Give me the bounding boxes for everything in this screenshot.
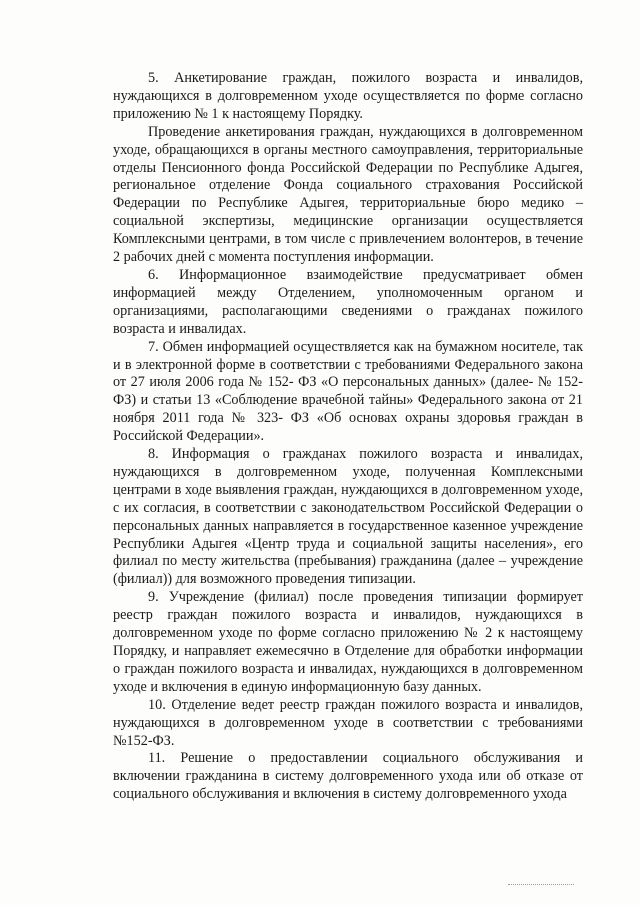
footer-dotted-line — [508, 884, 574, 886]
paragraph-8: 8. Информация о гражданах пожилого возраста и инвалидах, нуждающихся в долговременном уходе, полученная Комплексными центрами в ходе выявления граждан, нуждающихся в долговременном уходе, с их согласия, в соответствии с законодательством Российской Федерации о персональных данных направляется в государственное казенное учреждение Республики Адыгея «Центр труда и социальной защиты населения», его филиал по месту жительства (пребывания) гражданина (далее – учреждение (филиал)) для возможного проведения типизации. — [113, 446, 583, 588]
paragraph-5-continued: Проведение анкетирования граждан, нуждающихся в долговременном уходе, обращающихся в органы местного самоуправления, территориальные отделы Пенсионного фонда Российской Федерации по Республике Адыгея, региональное отделение Фонда социального страхования Российской Федерации по Республике Адыгея, территориальные бюро медико – социальной экспертизы, медицинские организации осуществляется Комплексными центрами, в том числе с привлечением волонтеров, в течение 2 рабочих дней с момента поступления информации. — [113, 123, 583, 266]
paragraph-9: 9. Учреждение (филиал) после проведения типизации формирует реестр граждан пожилого возраста и инвалидов, нуждающихся в долговременном уходе по форме согласно приложению № 2 к настоящему Порядку, и направляет ежемесячно в Отделение для обработки информации о граждан пожилого возраста и инвалидах, нуждающихся в долговременном уходе и включения в единую информационную базу данных. — [113, 589, 583, 695]
paragraph-10: 10. Отделение ведет реестр граждан пожилого возраста и инвалидов, нуждающихся в долговременном уходе в соответствии с требованиями №152-ФЗ. — [113, 696, 583, 749]
paragraph-7: 7. Обмен информацией осуществляется как на бумажном носителе, так и в электронной форме в соответствии с требованиями Федерального закона от 27 июля 2006 года № 152- ФЗ «О персональных данных» (далее- № 152- ФЗ) и статьи 13 «Соблюдение врачебной тайны» Федерального закона от 21 ноября 2011 года № 323- ФЗ «Об основах охраны здоровья граждан в Российской Федерации». — [113, 338, 583, 445]
paragraph-11: 11. Решение о предоставлении социального обслуживания и включении гражданина в систему долговременного ухода или об отказе от социального обслуживания и включения в систему долговременного ухода — [113, 750, 583, 803]
document-body — [113, 70, 583, 804]
paragraph-5: 5. Анкетирование граждан, пожилого возраста и инвалидов, нуждающихся в долговременном уходе осуществляется по форме согласно приложению № 1 к настоящему Порядку. — [113, 70, 583, 122]
paragraph-6: 6. Информационное взаимодействие предусматривает обмен информацией между Отделением, уполномоченным органом и организациями, располагающими сведениями о гражданах пожилого возраста и инвалидах. — [113, 266, 583, 337]
